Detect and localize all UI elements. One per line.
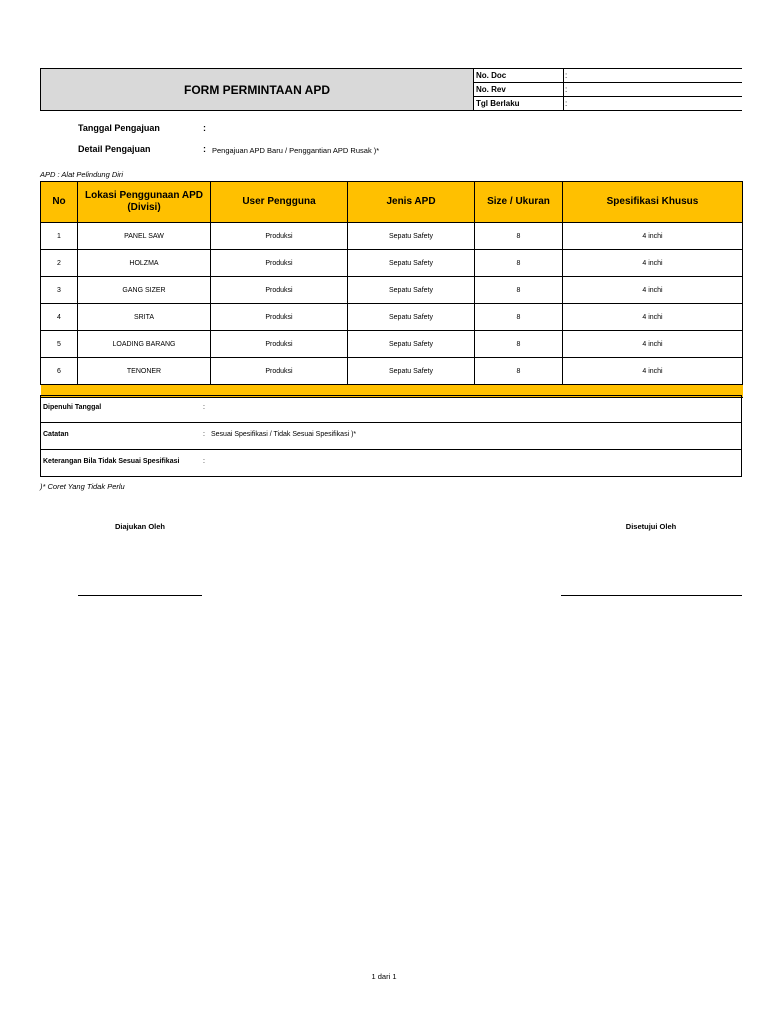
- info-value: Sesuai Spesifikasi / Tidak Sesuai Spesifikasi )*: [211, 431, 357, 438]
- cell-no: 1: [41, 223, 78, 250]
- cell-size: 8: [475, 250, 563, 277]
- col-header-no: No: [41, 182, 78, 223]
- info-colon: :: [203, 458, 205, 465]
- cell-size: 8: [475, 277, 563, 304]
- cell-spesifikasi: 4 inchi: [563, 358, 743, 385]
- cell-size: 8: [475, 358, 563, 385]
- meta-row-doc: [474, 69, 742, 83]
- detail-pengajuan-label: Detail Pengajuan: [78, 144, 151, 154]
- detail-pengajuan-colon: :: [203, 144, 206, 154]
- cell-jenis: Sepatu Safety: [348, 223, 475, 250]
- cell-user: Produksi: [211, 223, 348, 250]
- cell-lokasi: SRITA: [78, 304, 211, 331]
- cell-no: 3: [41, 277, 78, 304]
- meta-row-rev: [474, 83, 742, 97]
- apd-note: APD : Alat Pelindung Diri: [40, 170, 124, 179]
- info-colon: :: [203, 431, 205, 438]
- cell-jenis: Sepatu Safety: [348, 277, 475, 304]
- signature-right-label: Disetujui Oleh: [625, 522, 677, 531]
- info-row-keterangan: [41, 449, 741, 476]
- info-row-catatan: [41, 422, 741, 449]
- col-header-jenis: Jenis APD: [348, 182, 475, 223]
- cell-lokasi: GANG SIZER: [78, 277, 211, 304]
- meta-value: :: [565, 71, 568, 80]
- footnote: )* Coret Yang Tidak Perlu: [40, 482, 125, 491]
- col-header-size: Size / Ukuran: [475, 182, 563, 223]
- tanggal-pengajuan-label: Tanggal Pengajuan: [78, 123, 160, 133]
- cell-size: 8: [475, 223, 563, 250]
- cell-spesifikasi: 4 inchi: [563, 223, 743, 250]
- table-row: [41, 250, 743, 277]
- info-label: Keterangan Bila Tidak Sesuai Spesifikasi: [43, 458, 180, 465]
- cell-spesifikasi: 4 inchi: [563, 277, 743, 304]
- cell-user: Produksi: [211, 331, 348, 358]
- meta-label: Tgl Berlaku: [476, 99, 520, 108]
- cell-lokasi: PANEL SAW: [78, 223, 211, 250]
- info-colon: :: [203, 404, 205, 411]
- cell-jenis: Sepatu Safety: [348, 331, 475, 358]
- meta-row-tgl: [474, 97, 742, 111]
- cell-no: 2: [41, 250, 78, 277]
- meta-label: No. Doc: [476, 71, 507, 80]
- form-header: [40, 68, 742, 111]
- info-label: Dipenuhi Tanggal: [43, 404, 102, 411]
- cell-user: Produksi: [211, 304, 348, 331]
- col-header-spesifikasi: Spesifikasi Khusus: [563, 182, 743, 223]
- cell-spesifikasi: 4 inchi: [563, 304, 743, 331]
- meta-label: No. Rev: [476, 85, 506, 94]
- cell-lokasi: HOLZMA: [78, 250, 211, 277]
- info-section: [40, 395, 742, 477]
- table-header-row: [41, 182, 743, 223]
- meta-value: :: [565, 99, 568, 108]
- table-row: [41, 277, 743, 304]
- table-row: [41, 304, 743, 331]
- table-row: [41, 331, 743, 358]
- cell-no: 6: [41, 358, 78, 385]
- cell-no: 5: [41, 331, 78, 358]
- col-header-lokasi: Lokasi Penggunaan APD (Divisi): [78, 182, 211, 223]
- form-title: FORM PERMINTAAN APD: [184, 82, 330, 97]
- cell-user: Produksi: [211, 250, 348, 277]
- cell-lokasi: TENONER: [78, 358, 211, 385]
- cell-jenis: Sepatu Safety: [348, 358, 475, 385]
- cell-spesifikasi: 4 inchi: [563, 331, 743, 358]
- table-row: [41, 358, 743, 385]
- info-row-dipenuhi: [41, 396, 741, 422]
- cell-size: 8: [475, 304, 563, 331]
- cell-no: 4: [41, 304, 78, 331]
- page-number: 1 dari 1: [371, 972, 397, 981]
- cell-jenis: Sepatu Safety: [348, 250, 475, 277]
- cell-jenis: Sepatu Safety: [348, 304, 475, 331]
- signature-left-label: Diajukan Oleh: [114, 522, 165, 531]
- meta-value: :: [565, 85, 568, 94]
- cell-size: 8: [475, 331, 563, 358]
- col-header-user: User Pengguna: [211, 182, 348, 223]
- doc-meta-box: [473, 69, 742, 110]
- signature-left-line: [78, 595, 202, 596]
- table-row: [41, 223, 743, 250]
- cell-lokasi: LOADING BARANG: [78, 331, 211, 358]
- signature-right-line: [561, 595, 742, 596]
- cell-user: Produksi: [211, 358, 348, 385]
- cell-spesifikasi: 4 inchi: [563, 250, 743, 277]
- apd-request-table: [40, 181, 743, 398]
- detail-pengajuan-value: Pengajuan APD Baru / Penggantian APD Rusak )*: [212, 146, 380, 155]
- tanggal-pengajuan-colon: :: [203, 123, 206, 133]
- cell-user: Produksi: [211, 277, 348, 304]
- info-label: Catatan: [43, 431, 69, 438]
